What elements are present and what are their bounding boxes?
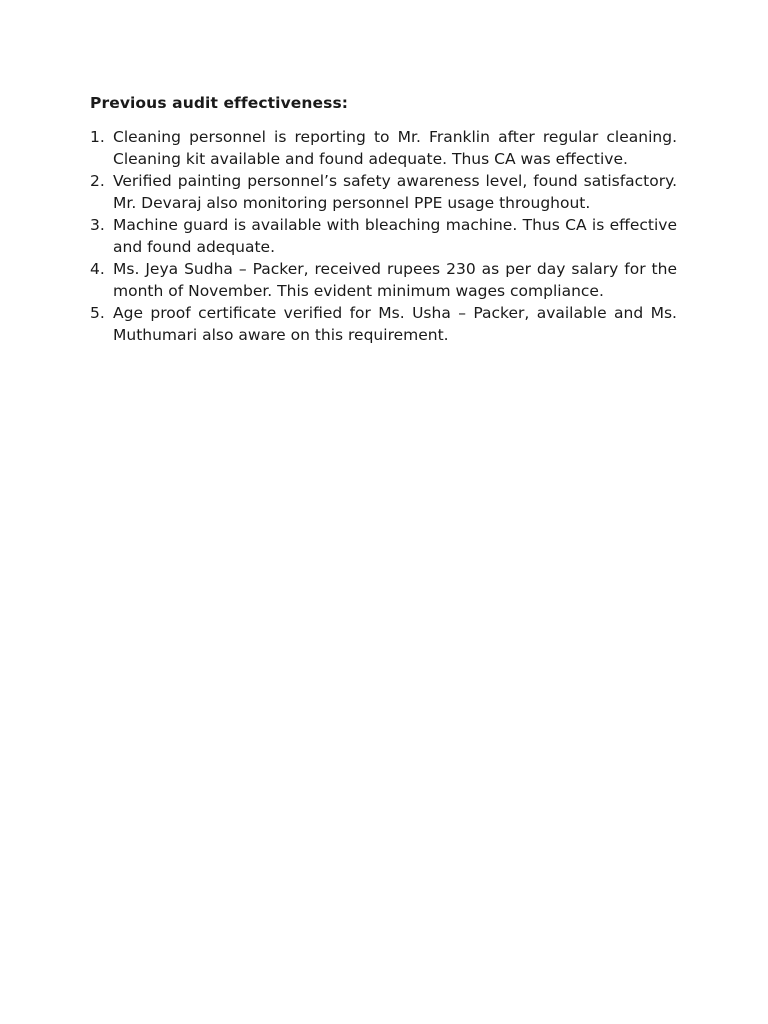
- list-item: [90, 126, 677, 170]
- list-item-number: 2.: [90, 172, 105, 190]
- list-item-number: 1.: [90, 128, 105, 146]
- list-item: [90, 170, 677, 214]
- list-item-number: 3.: [90, 216, 105, 234]
- list-item-text: Age proof certificate verified for Ms. Usha – Packer, available and Ms. Muthumari also aware on this requirement.: [113, 304, 677, 344]
- list-item: [90, 258, 677, 302]
- section-heading: Previous audit effectiveness:: [90, 94, 349, 112]
- list-item-text: Cleaning personnel is reporting to Mr. Franklin after regular cleaning. Cleaning kit available and found adequate. Thus CA was effective.: [113, 128, 677, 168]
- list-item-text: Machine guard is available with bleaching machine. Thus CA is effective and found adequate.: [113, 216, 677, 256]
- list-item-text: Verified painting personnel’s safety awareness level, found satisfactory. Mr. Devaraj also monitoring personnel PPE usage throughout.: [113, 172, 677, 212]
- list-item-text: Ms. Jeya Sudha – Packer, received rupees 230 as per day salary for the month of November. This evident minimum wages compliance.: [113, 260, 677, 300]
- findings-list: [90, 126, 677, 346]
- list-item-number: 5.: [90, 304, 105, 322]
- list-item-number: 4.: [90, 260, 105, 278]
- list-item: [90, 214, 677, 258]
- document-page: [90, 92, 677, 346]
- list-item: [90, 302, 677, 346]
